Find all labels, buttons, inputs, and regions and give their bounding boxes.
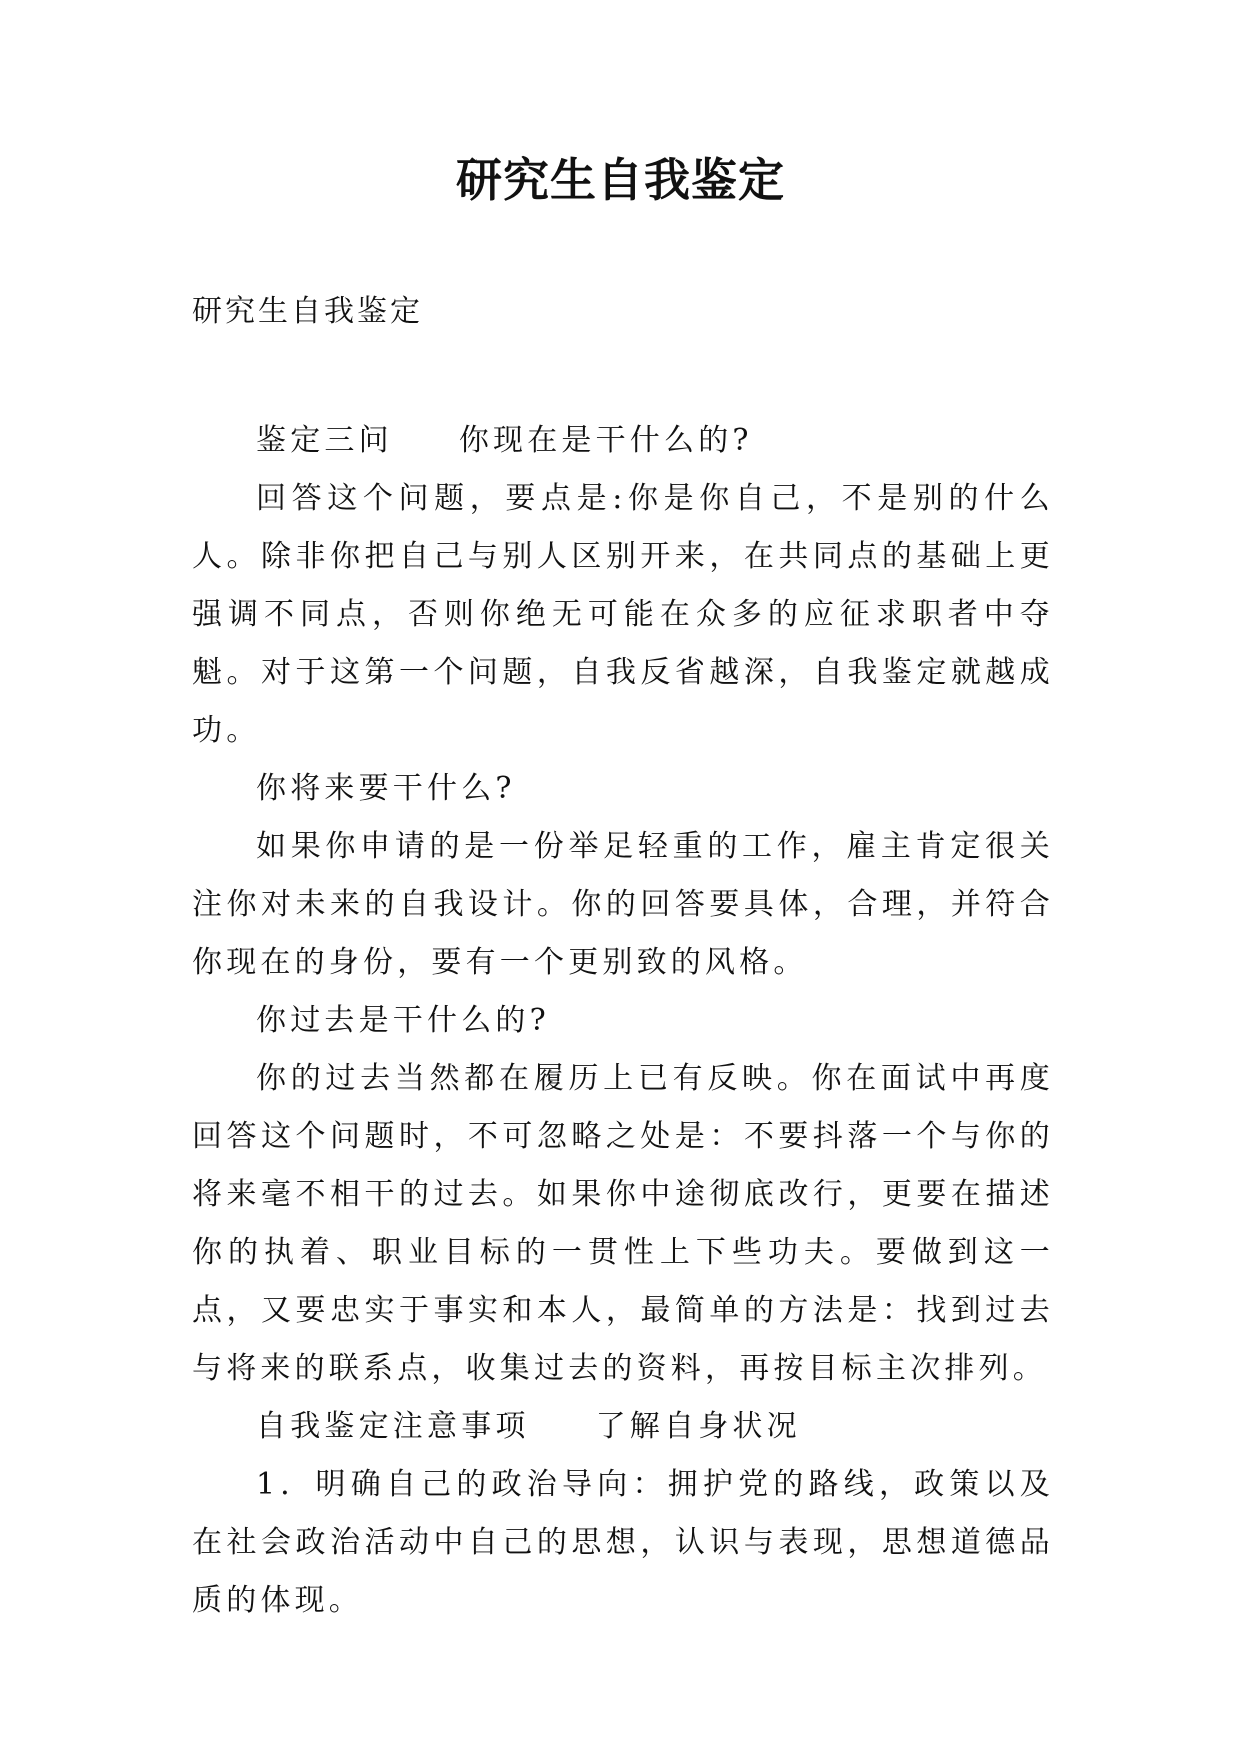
section-heading-three-questions [192, 412, 1054, 470]
paragraph: 回答这个问题，要点是:你是你自己，不是别的什么人。除非你把自己与别人区别开来，在共同点的基础上更强调不同点，否则你绝无可能在众多的应征求职者中夺魁。对于这第一个问题，自我反省越深，自我鉴定就越成功。 [192, 481, 1054, 748]
question-heading: 你将来要干什么? [256, 771, 516, 806]
heading-label: 鉴定三问 [256, 423, 393, 458]
paragraph: 你的过去当然都在履历上已有反映。你在面试中再度回答这个问题时，不可忽略之处是：不要抖落一个与你的将来毫不相干的过去。如果你中途彻底改行，更要在描述你的执着、职业目标的一贯性上下些功夫。要做到这一点，又要忠实于事实和本人，最简单的方法是：找到过去与将来的联系点，收集过去的资料，再按目标主次排列。 [192, 1061, 1054, 1386]
document-title: 研究生自我鉴定 [456, 153, 785, 207]
heading-question: 你现在是干什么的? [458, 423, 753, 458]
paragraph: 如果你申请的是一份举足轻重的工作，雇主肯定很关注你对未来的自我设计。你的回答要具体，合理，并符合你现在的身份，要有一个更别致的风格。 [192, 829, 1054, 980]
document-body [192, 412, 1054, 1630]
heading-label: 自我鉴定注意事项 [256, 1409, 530, 1444]
heading-subtopic: 了解自身状况 [595, 1409, 801, 1444]
question-heading: 你过去是干什么的? [256, 1003, 550, 1038]
paragraph: 1．明确自己的政治导向：拥护党的路线，政策以及在社会政治活动中自己的思想，认识与表现，思想道德品质的体现。 [192, 1467, 1054, 1618]
document-subtitle: 研究生自我鉴定 [192, 294, 423, 329]
section-heading-notes [192, 1398, 1054, 1456]
